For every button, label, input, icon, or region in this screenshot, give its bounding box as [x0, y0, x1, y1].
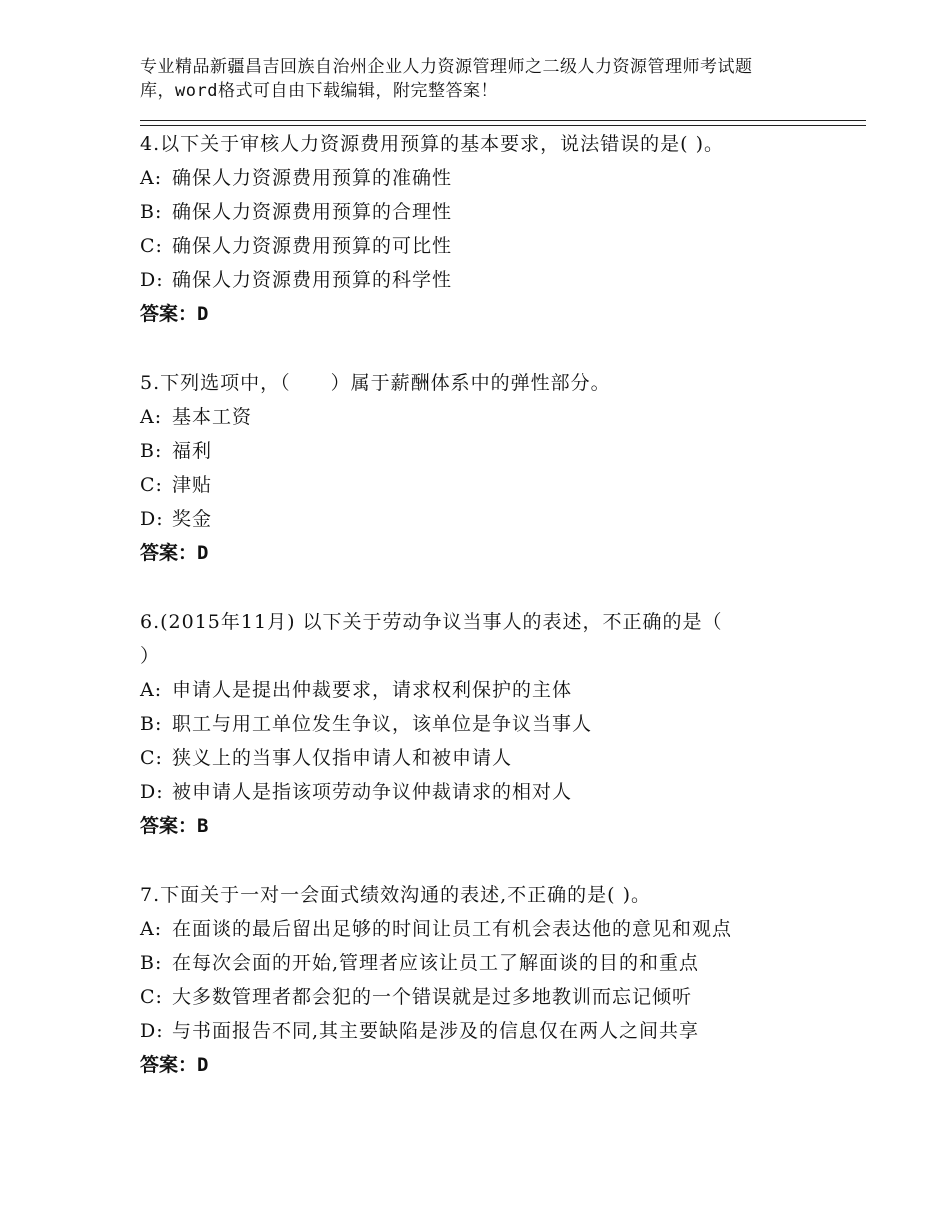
option-letter: A: — [140, 406, 163, 428]
option-text: 奖金 — [172, 508, 213, 530]
option-text: 福利 — [172, 440, 213, 462]
question-stem-continuation: ） — [140, 645, 161, 667]
option-letter: B: — [140, 952, 163, 974]
option-text: 津贴 — [172, 474, 213, 496]
option-letter: D: — [140, 1020, 164, 1042]
option-text: 基本工资 — [172, 406, 253, 428]
option-d — [140, 502, 820, 536]
option-a — [140, 400, 820, 434]
question-stem-text: 5.下列选项中，（ ）属于薪酬体系中的弹性部分。 — [140, 372, 611, 394]
option-letter: A: — [140, 679, 163, 701]
header-divider-bottom — [140, 125, 866, 126]
option-a — [140, 161, 820, 195]
answer-label: 答案：D — [140, 303, 209, 325]
header-line-1: 专业精品新疆昌吉回族自治州企业人力资源管理师之二级人力资源管理师考试题 — [140, 57, 753, 77]
option-letter: B: — [140, 201, 163, 223]
option-text: 申请人是提出仲裁要求，请求权利保护的主体 — [172, 679, 573, 701]
option-b — [140, 195, 820, 229]
option-text: 狭义上的当事人仅指申请人和被申请人 — [172, 747, 513, 769]
question-7 — [140, 878, 820, 1082]
option-b — [140, 707, 820, 741]
option-text: 被申请人是指该项劳动争议仲裁请求的相对人 — [172, 781, 573, 803]
option-letter: B: — [140, 713, 163, 735]
question-stem-text: 7.下面关于一对一会面式绩效沟通的表述,不正确的是( )。 — [140, 884, 652, 906]
question-stem — [140, 605, 820, 673]
answer-label: 答案：D — [140, 542, 209, 564]
option-b — [140, 946, 820, 980]
option-text: 大多数管理者都会犯的一个错误就是过多地教训而忘记倾听 — [172, 986, 693, 1008]
option-a — [140, 912, 820, 946]
option-text: 与书面报告不同,其主要缺陷是涉及的信息仅在两人之间共享 — [172, 1020, 700, 1042]
option-letter: D: — [140, 508, 164, 530]
question-stem-text: 6.(2015年11月) 以下关于劳动争议当事人的表述，不正确的是（ — [140, 611, 723, 633]
option-d — [140, 1014, 820, 1048]
option-c — [140, 980, 820, 1014]
option-letter: C: — [140, 474, 163, 496]
question-4 — [140, 127, 820, 331]
option-letter: C: — [140, 235, 163, 257]
question-stem — [140, 127, 820, 161]
question-5 — [140, 366, 820, 570]
option-c — [140, 468, 820, 502]
option-letter: C: — [140, 747, 163, 769]
option-letter: A: — [140, 918, 163, 940]
option-letter: A: — [140, 167, 163, 189]
option-letter: D: — [140, 781, 164, 803]
option-text: 确保人力资源费用预算的合理性 — [172, 201, 453, 223]
question-6 — [140, 605, 820, 843]
question-stem — [140, 366, 820, 400]
header-divider-top — [140, 120, 866, 121]
option-text: 确保人力资源费用预算的科学性 — [172, 269, 453, 291]
option-text: 确保人力资源费用预算的准确性 — [172, 167, 453, 189]
option-d — [140, 775, 820, 809]
option-b — [140, 434, 820, 468]
option-text: 在面谈的最后留出足够的时间让员工有机会表达他的意见和观点 — [172, 918, 733, 940]
document-header — [140, 55, 840, 103]
option-a — [140, 673, 820, 707]
answer-label: 答案：D — [140, 1054, 209, 1076]
header-line-2: 库，word格式可自由下载编辑，附完整答案！ — [140, 81, 498, 101]
option-text: 职工与用工单位发生争议，该单位是争议当事人 — [172, 713, 593, 735]
option-c — [140, 741, 820, 775]
question-stem-text: 4.以下关于审核人力资源费用预算的基本要求，说法错误的是( )。 — [140, 133, 724, 155]
option-text: 确保人力资源费用预算的可比性 — [172, 235, 453, 257]
option-d — [140, 263, 820, 297]
option-c — [140, 229, 820, 263]
option-letter: D: — [140, 269, 164, 291]
answer-label: 答案：B — [140, 815, 209, 837]
option-text: 在每次会面的开始,管理者应该让员工了解面谈的目的和重点 — [172, 952, 700, 974]
option-letter: B: — [140, 440, 163, 462]
option-letter: C: — [140, 986, 163, 1008]
question-stem — [140, 878, 820, 912]
